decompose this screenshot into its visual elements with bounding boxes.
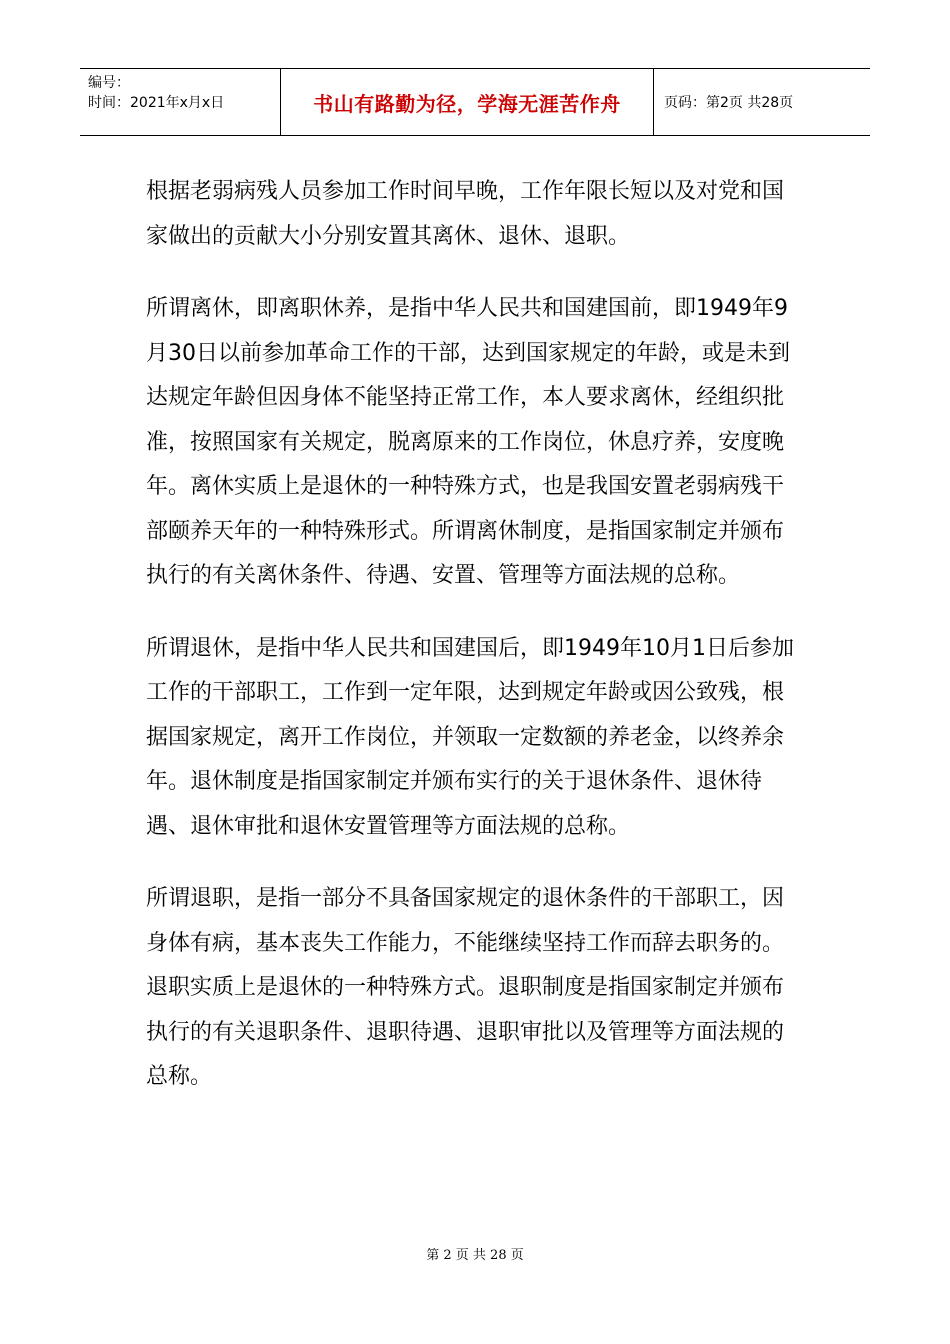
header-page-info: 页码：第2页 共28页 xyxy=(664,95,794,111)
paragraph: 所谓退休，是指中华人民共和国建国后，即1949年10月1日后参加工作的干部职工，工作到一定年限，达到规定年龄或因公致残，根据国家规定，离开工作岗位，并领取一定数额的养老金，以终养余年。退休制度是指国家制定并颁布实行的关于退休条件、退休待遇、退休审批和退休安置管理等方面法规的总称。 xyxy=(146,635,794,839)
header-time-label: 时间：2021年x月x日 xyxy=(88,95,225,111)
paragraph: 所谓离休，即离职休养，是指中华人民共和国建国前，即1949年9月30日以前参加革命工作的干部，达到国家规定的年龄，或是未到达规定年龄但因身体不能坚持正常工作，本人要求离休，经组织批准，按照国家有关规定，脱离原来的工作岗位，休息疗养，安度晚年。离休实质上是退休的一种特殊方式，也是我国安置老弱病残干部颐养天年的一种特殊形式。所谓离休制度，是指国家制定并颁布执行的有关离休条件、待遇、安置、管理等方面法规的总称。 xyxy=(146,296,790,588)
paragraph: 所谓退职，是指一部分不具备国家规定的退休条件的干部职工，因身体有病，基本丧失工作能力，不能继续坚持工作而辞去职务的。退职实质上是退休的一种特殊方式。退职制度是指国家制定并颁布执行的有关退职条件、退职待遇、退职审批以及管理等方面法规的总称。 xyxy=(146,886,785,1089)
header-number-label: 编号： xyxy=(88,75,130,91)
document-header xyxy=(80,68,870,136)
paragraph: 根据老弱病残人员参加工作时间早晚，工作年限长短以及对党和国家做出的贡献大小分别安置其离休、退休、退职。 xyxy=(146,179,785,249)
document-body xyxy=(146,170,796,1128)
page-footer: 第 2 页 共 28 页 xyxy=(426,1248,524,1263)
header-meta xyxy=(80,69,281,135)
header-motto: 书山有路勤为径，学海无涯苦作舟 xyxy=(281,69,654,135)
